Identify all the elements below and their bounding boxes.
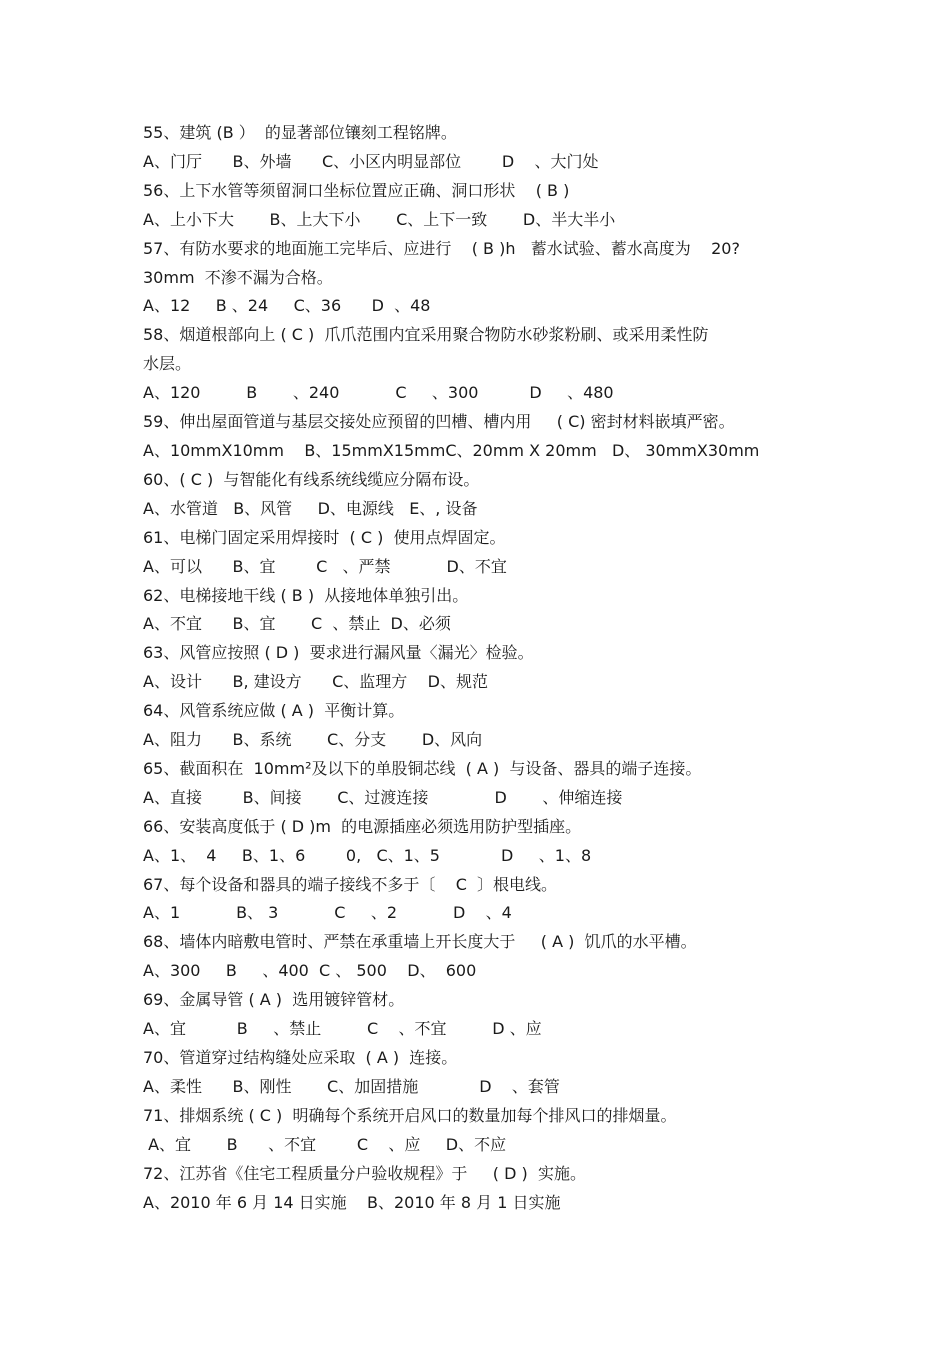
options-71: A、宜 B 、不宜 C 、应 D、不应 (143, 1134, 507, 1154)
options-60: A、水管道 B、风管 D、电源线 E、, 设备 (143, 498, 478, 518)
question-61: 61、电梯门固定采用焊接时 ( C ) 使用点焊固定。 (143, 527, 506, 547)
options-69: A、宜 B 、禁止 C 、不宜 D 、应 (143, 1019, 542, 1039)
options-64: A、阻力 B、系统 C、分支 D、风向 (143, 730, 483, 750)
question-58-cont: 水层。 (143, 354, 192, 374)
options-72: A、2010 年 6 月 14 日实施 B、2010 年 8 月 1 日实施 (143, 1192, 561, 1212)
question-56: 56、上下水管等须留洞口坐标位置应正确、洞口形状 ( B ) (143, 180, 570, 200)
options-63: A、设计 B, 建设方 C、监理方 D、规范 (143, 672, 488, 692)
options-70: A、柔性 B、刚性 C、加固措施 D 、套管 (143, 1076, 560, 1096)
options-57: A、12 B 、24 C、36 D 、48 (143, 296, 431, 316)
question-63: 63、风管应按照 ( D ) 要求进行漏风量〈漏光〉检验。 (143, 643, 534, 663)
options-59: A、10mmX10mm B、15mmX15mmC、20mm X 20mm D、 30mmX30mm (143, 440, 760, 460)
question-64: 64、风管系统应做 ( A ) 平衡计算。 (143, 701, 405, 721)
options-68: A、300 B 、400 C 、 500 D、 600 (143, 961, 477, 981)
options-61: A、可以 B、宜 C 、严禁 D、不宜 (143, 556, 507, 576)
question-62: 62、电梯接地干线 ( B ) 从接地体单独引出。 (143, 585, 469, 605)
question-59: 59、伸出屋面管道与基层交接处应预留的凹槽、槽内用 ( C) 密封材料嵌填严密。 (143, 412, 735, 432)
question-72: 72、江苏省《住宅工程质量分户验收规程》于 ( D ) 实施。 (143, 1163, 586, 1183)
question-list (143, 119, 823, 1217)
options-65: A、直接 B、间接 C、过渡连接 D 、伸缩连接 (143, 787, 623, 807)
question-69: 69、金属导管 ( A ) 选用镀锌管材。 (143, 990, 405, 1010)
options-58: A、120 B 、240 C 、300 D 、480 (143, 383, 614, 403)
options-67: A、1 B、 3 C 、2 D 、4 (143, 903, 512, 923)
question-66: 66、安装高度低于 ( D )m 的电源插座必须选用防护型插座。 (143, 816, 582, 836)
question-70: 70、管道穿过结构缝处应采取 ( A ) 连接。 (143, 1048, 458, 1067)
options-62: A、不宜 B、宜 C 、禁止 D、必须 (143, 614, 451, 634)
options-55: A、门厅 B、外墙 C、小区内明显部位 D 、大门处 (143, 151, 599, 171)
question-55: 55、建筑 (B ） 的显著部位镶刻工程铭牌。 (143, 123, 457, 142)
options-66: A、1、 4 B、1、6 0, C、1、5 D 、1、8 (143, 845, 592, 865)
question-65: 65、截面积在 10mm²及以下的单股铜芯线 ( A ) 与设备、器具的端子连接。 (143, 758, 702, 778)
question-60: 60、( C ) 与智能化有线系统线缆应分隔布设。 (143, 469, 480, 489)
question-71: 71、排烟系统 ( C ) 明确每个系统开启风口的数量加每个排风口的排烟量。 (143, 1105, 677, 1125)
options-56: A、上小下大 B、上大下小 C、上下一致 D、半大半小 (143, 209, 616, 229)
question-57-cont: 30mm 不渗不漏为合格。 (143, 267, 333, 287)
question-57: 57、有防水要求的地面施工完毕后、应进行 ( B )h 蓄水试验、蓄水高度为 20? (143, 238, 740, 258)
question-68: 68、墙体内暗敷电管时、严禁在承重墙上开长度大于 ( A ) 饥爪的水平槽。 (143, 932, 697, 952)
question-67: 67、每个设备和器具的端子接线不多于〔 C 〕根电线。 (143, 874, 558, 894)
question-58: 58、烟道根部向上 ( C ) 爪爪范围内宜采用聚合物防水砂浆粉刷、或采用柔性防 (143, 325, 709, 345)
